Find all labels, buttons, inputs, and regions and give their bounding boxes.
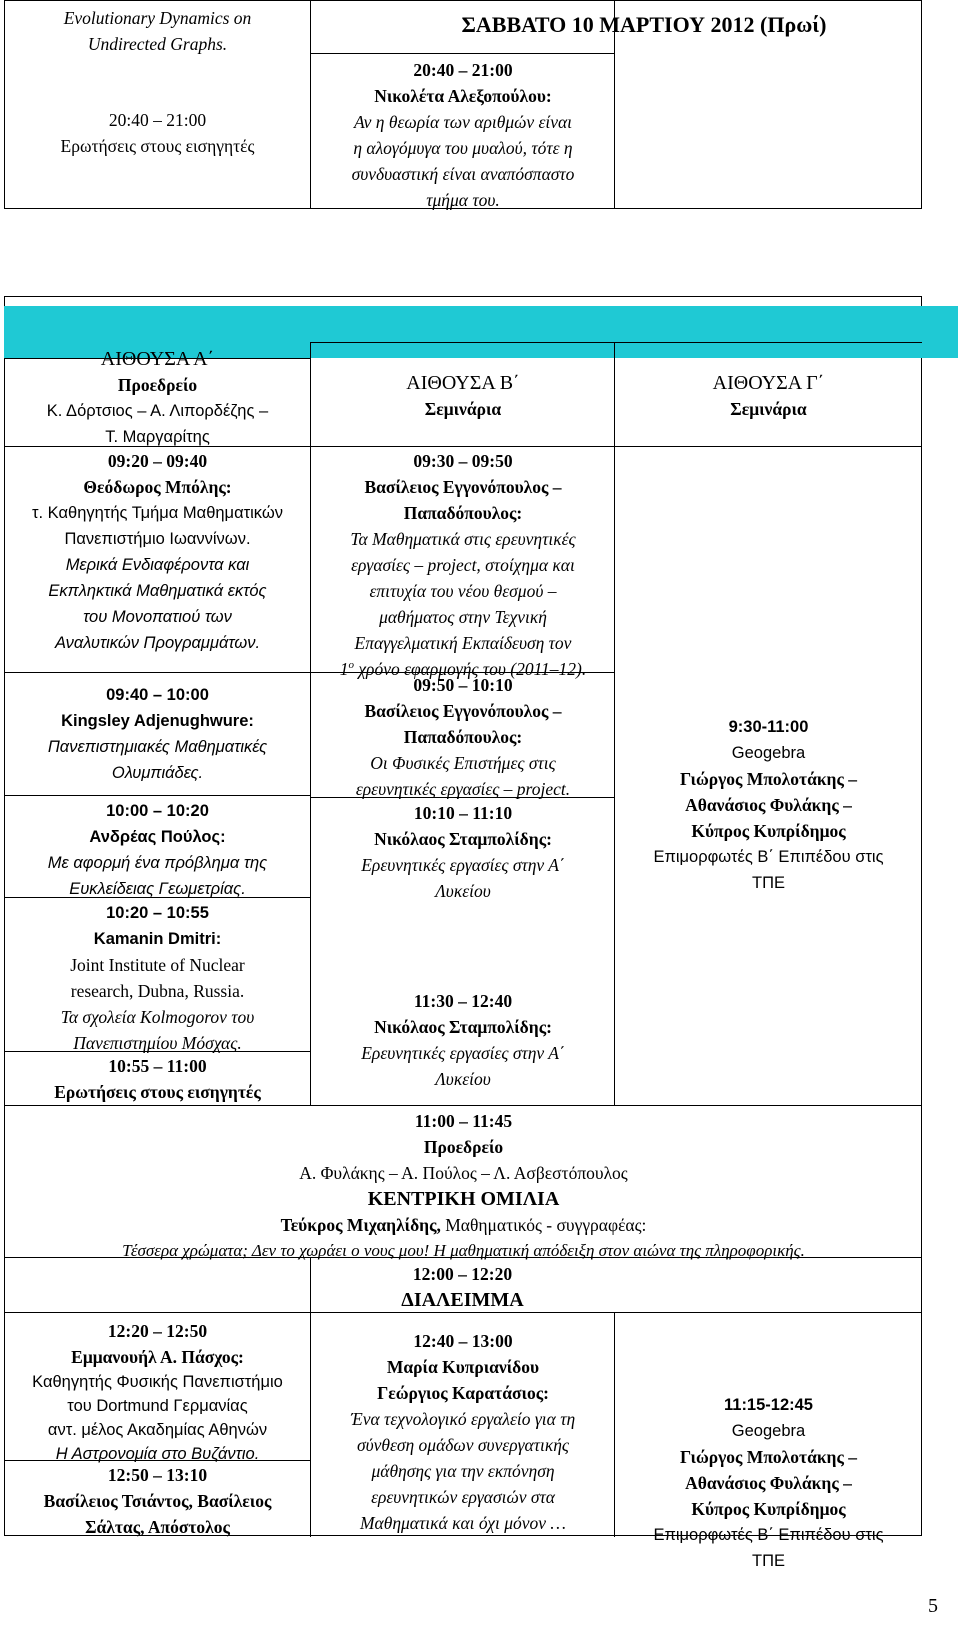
afternoon-a-talk-2 (5, 1462, 310, 1540)
top-table-mid-rule (310, 53, 615, 54)
talk-title-line: ερευνητικών εργασιών στα (371, 1487, 555, 1507)
talk-title-line: μάθησης για την εκπόνηση (371, 1461, 555, 1481)
affiliation-line: Πανεπιστήμιο Ιωαννίνων. (64, 530, 251, 548)
chair-names: Α. Φυλάκης – Α. Πούλος – Λ. Ασβεστόπουλος (299, 1163, 628, 1183)
session-time: 09:30 – 09:50 (413, 451, 513, 471)
session-time: 11:30 – 12:40 (413, 991, 513, 1011)
header-rule (310, 342, 922, 343)
room-b-talk-2 (311, 672, 615, 802)
affiliation-line: τ. Καθηγητής Τμήμα Μαθηματικών (32, 504, 283, 522)
speaker-name: Βασίλειος Εγγονόπουλος – (364, 701, 562, 721)
room-c-session-1 (615, 714, 922, 896)
talk-title-line: Μαθηματικά και όχι μόνον … (359, 1513, 566, 1533)
speaker-name: Τεύκρος Μιχαηλίδης, (280, 1215, 441, 1235)
session-time: 11:15-12:45 (724, 1396, 813, 1414)
session-time: 12:20 – 12:50 (107, 1321, 208, 1341)
session-desc: Επιμορφωτές Β΄ Επιπέδου στις (653, 848, 884, 866)
affiliation-line: research, Dubna, Russia. (70, 981, 245, 1001)
room-b-rule (310, 446, 615, 447)
room-c-type: Σεμινάρια (730, 399, 807, 419)
top-left-cell (5, 5, 310, 159)
speaker-name: Βασίλειος Τσιάντος, Βασίλειος (43, 1491, 272, 1511)
session-time: 10:55 – 11:00 (108, 1056, 207, 1076)
speaker-name: Νικολέτα Αλεξοπούλου: (374, 86, 552, 106)
room-a-talk-4 (5, 900, 310, 1056)
talk-title-line: Επαγγελματική Εκπαίδευση τον (354, 633, 572, 653)
talk-title-line: επιτυχία του νέου θεσμού – (369, 581, 557, 601)
keynote-speaker-line (5, 1212, 922, 1238)
talk-title-line: Ερευνητικές εργασίες στην Α΄ (361, 1043, 565, 1063)
session-time: 9:30-11:00 (728, 718, 809, 736)
session-desc: Επιμορφωτές Β΄ Επιπέδου στις (653, 1526, 884, 1544)
questions-label: Ερωτήσεις στους εισηγητές (60, 136, 255, 156)
talk-title-line: Ένα τεχνολογικό εργαλείο για τη (350, 1409, 576, 1429)
speaker-name: Εμμανουήλ Α. Πάσχος: (71, 1347, 244, 1367)
talk-title-line: Λυκείου (435, 881, 491, 901)
speaker-name: Γιώργος Μπολοτάκης – (679, 1447, 857, 1467)
session-time: 20:40 – 21:00 (413, 60, 513, 80)
speaker-name: Γεώργιος Καρατάσιος: (377, 1383, 549, 1403)
keynote-block (5, 1108, 922, 1264)
session-desc: ΤΠΕ (752, 874, 785, 892)
session-time: 12:50 – 13:10 (107, 1465, 208, 1485)
speaker-name: Αθανάσιος Φυλάκης – (685, 1473, 852, 1493)
session-time: 10:00 – 10:20 (106, 802, 209, 820)
speaker-name: Σάλτας, Απόστολος (85, 1517, 230, 1537)
chair-label: Προεδρείο (423, 1137, 504, 1157)
session-topic: Geogebra (731, 744, 806, 762)
talk-title-line: τμήμα του. (426, 190, 500, 210)
top-mid-cell (311, 57, 615, 213)
session-time: 12:00 – 12:20 (412, 1264, 513, 1284)
session-time: 20:40 – 21:00 (108, 110, 207, 130)
talk-title-line: Ερευνητικές εργασίες στην Α΄ (361, 855, 565, 875)
speaker-name: Γιώργος Μπολοτάκης – (679, 769, 857, 789)
room-b-talk-4 (311, 988, 615, 1092)
keynote-talk: Τέσσερα χρώματα; Δεν το χωράει ο νους μου! Η μαθηματική απόδειξη στον αιώνα της πληροφορικής. (122, 1241, 805, 1260)
room-a-talk-1 (5, 448, 310, 656)
questions-label: Ερωτήσεις στους εισηγητές (54, 1082, 261, 1102)
session-time: 09:40 – 10:00 (106, 686, 209, 704)
room-b-talk-1 (311, 448, 615, 682)
session-topic: Geogebra (731, 1422, 806, 1440)
talk-title-line: Εκπληκτικά Μαθηματικά εκτός (48, 582, 267, 600)
talk-title: Η Αστρονομία στο Βυζάντιο. (55, 1445, 260, 1463)
room-b-talk-3 (311, 800, 615, 904)
room-b-header (311, 370, 615, 422)
talk-title-line: Evolutionary Dynamics on (63, 8, 252, 28)
talk-title-line: Ολυμπιάδες. (111, 764, 204, 782)
talk-title-line: Αναλυτικών Προγραμμάτων. (54, 634, 261, 652)
speaker-name: Κύπρος Κυπρίδημος (691, 1499, 846, 1519)
talk-title-line: Λυκείου (435, 1069, 491, 1089)
session-time: 11:00 – 11:45 (414, 1111, 513, 1131)
speaker-name: Βασίλειος Εγγονόπουλος – (364, 477, 562, 497)
talk-title-line: Με αφορμή ένα πρόβλημα της (47, 854, 268, 872)
affiliation-line: του Dortmund Γερμανίας (67, 1397, 248, 1415)
talk-title-line: Μερικά Ενδιαφέροντα και (65, 556, 250, 574)
affiliation-line: Joint Institute of Nuclear (70, 955, 245, 975)
room-a-talk-2 (5, 682, 310, 786)
room-a-rule (4, 672, 311, 673)
session-time: 12:40 – 13:00 (413, 1331, 513, 1351)
chair-label: Προεδρείο (117, 375, 198, 395)
room-c-header (615, 370, 922, 422)
talk-title-line: ερευνητικές εργασίες – project. (355, 779, 571, 799)
speaker-name: Παπαδόπουλος: (403, 727, 523, 747)
room-a-rule (4, 795, 311, 796)
room-c-name: ΑΙΘΟΥΣΑ Γ΄ (712, 372, 825, 394)
affiliation-line: Καθηγητής Φυσικής Πανεπιστήμιο (32, 1373, 283, 1391)
talk-title-line: Undirected Graphs. (87, 34, 228, 54)
talk-title-line: Ευκλείδειας Γεωμετρίας. (69, 880, 246, 898)
room-b-name: ΑΙΘΟΥΣΑ Β΄ (406, 372, 520, 394)
speaker-name: Kamanin Dmitri: (93, 930, 222, 948)
talk-title-line: Τα Μαθηματικά στις ερευνητικές (350, 529, 576, 549)
keynote-title: ΚΕΝΤΡΙΚΗ ΟΜΙΛΙΑ (367, 1188, 560, 1210)
speaker-role: Μαθηματικός - συγγραφέας: (440, 1215, 647, 1235)
talk-title-line: Οι Φυσικές Επιστήμες στις (370, 753, 556, 773)
affiliation-line: αντ. μέλος Ακαδημίας Αθηνών (47, 1421, 268, 1439)
talk-title-line: συνδυαστική είναι αναπόσπαστο (351, 164, 575, 184)
ordinal-number: 1 (339, 659, 349, 679)
speaker-name: Θεόδωρος Μπόλης: (83, 477, 232, 497)
room-a-talk-5 (5, 1053, 310, 1105)
talk-title-line: Πανεπιστημιακές Μαθηματικές (47, 738, 268, 756)
speaker-name: Αθανάσιος Φυλάκης – (685, 795, 852, 815)
room-b-type: Σεμινάρια (424, 399, 502, 419)
talk-title-line: εργασίες – project, στοίχημα και (351, 555, 575, 575)
session-time: 10:20 – 10:55 (106, 904, 209, 922)
session-desc: ΤΠΕ (752, 1552, 785, 1570)
page-number: 5 (928, 1595, 938, 1617)
session-time: 09:50 – 10:10 (413, 675, 513, 695)
speaker-name: Ανδρέας Πούλος: (89, 828, 226, 846)
room-a-talk-3 (5, 798, 310, 902)
talk-title-line: Αν η θεωρία των αριθμών είναι (353, 112, 573, 132)
talk-title-line: του Μονοπατιού των (83, 608, 232, 626)
afternoon-b-talk (311, 1328, 615, 1536)
chair-names: Τ. Μαργαρίτης (105, 428, 210, 446)
speaker-name: Μαρία Κυπριανίδου (386, 1357, 540, 1377)
speaker-name: Kingsley Adjenughwure: (61, 712, 254, 730)
talk-title-tail: χρόνο εφαρμογής του (2011–12). (353, 659, 587, 679)
speaker-name: Νικόλαος Σταμπολίδης: (374, 829, 552, 849)
afternoon-a-talk-1 (5, 1318, 310, 1466)
talk-title-line: η αλογόμυγα του μυαλού, τότε η (353, 138, 573, 158)
ordinal-suffix: ο (348, 659, 354, 672)
speaker-name: Κύπρος Κυπρίδημος (691, 821, 846, 841)
session-time: 10:10 – 11:10 (413, 803, 513, 823)
room-c-rule (614, 446, 922, 447)
break-label: ΔΙΑΛΕΙΜΜΑ (401, 1289, 524, 1311)
day-header: ΣΑΒΒΑΤΟ 10 ΜΑΡΤΙΟΥ 2012 (Πρωί) (461, 12, 827, 37)
talk-title-line: μαθήματος στην Τεχνική (379, 607, 547, 627)
talk-title-line: Τα σχολεία Kolmogorov του (60, 1007, 255, 1027)
talk-title-line: Πανεπιστημίου Μόσχας. (73, 1033, 242, 1053)
speaker-name: Παπαδόπουλος: (403, 503, 523, 523)
break-block (310, 1261, 615, 1313)
room-c-session-2 (615, 1392, 922, 1574)
chair-names: Κ. Δόρτσιος – Α. Λιπορδέζης – (46, 402, 269, 420)
room-a-name: ΑΙΘΟΥΣΑ Α΄ (100, 348, 215, 370)
room-a-header (5, 346, 310, 450)
talk-title-line: σύνθεση ομάδων συνεργατικής (356, 1435, 570, 1455)
keynote-rule (4, 1105, 922, 1106)
session-time: 09:20 – 09:40 (107, 451, 208, 471)
speaker-name: Νικόλαος Σταμπολίδης: (374, 1017, 552, 1037)
